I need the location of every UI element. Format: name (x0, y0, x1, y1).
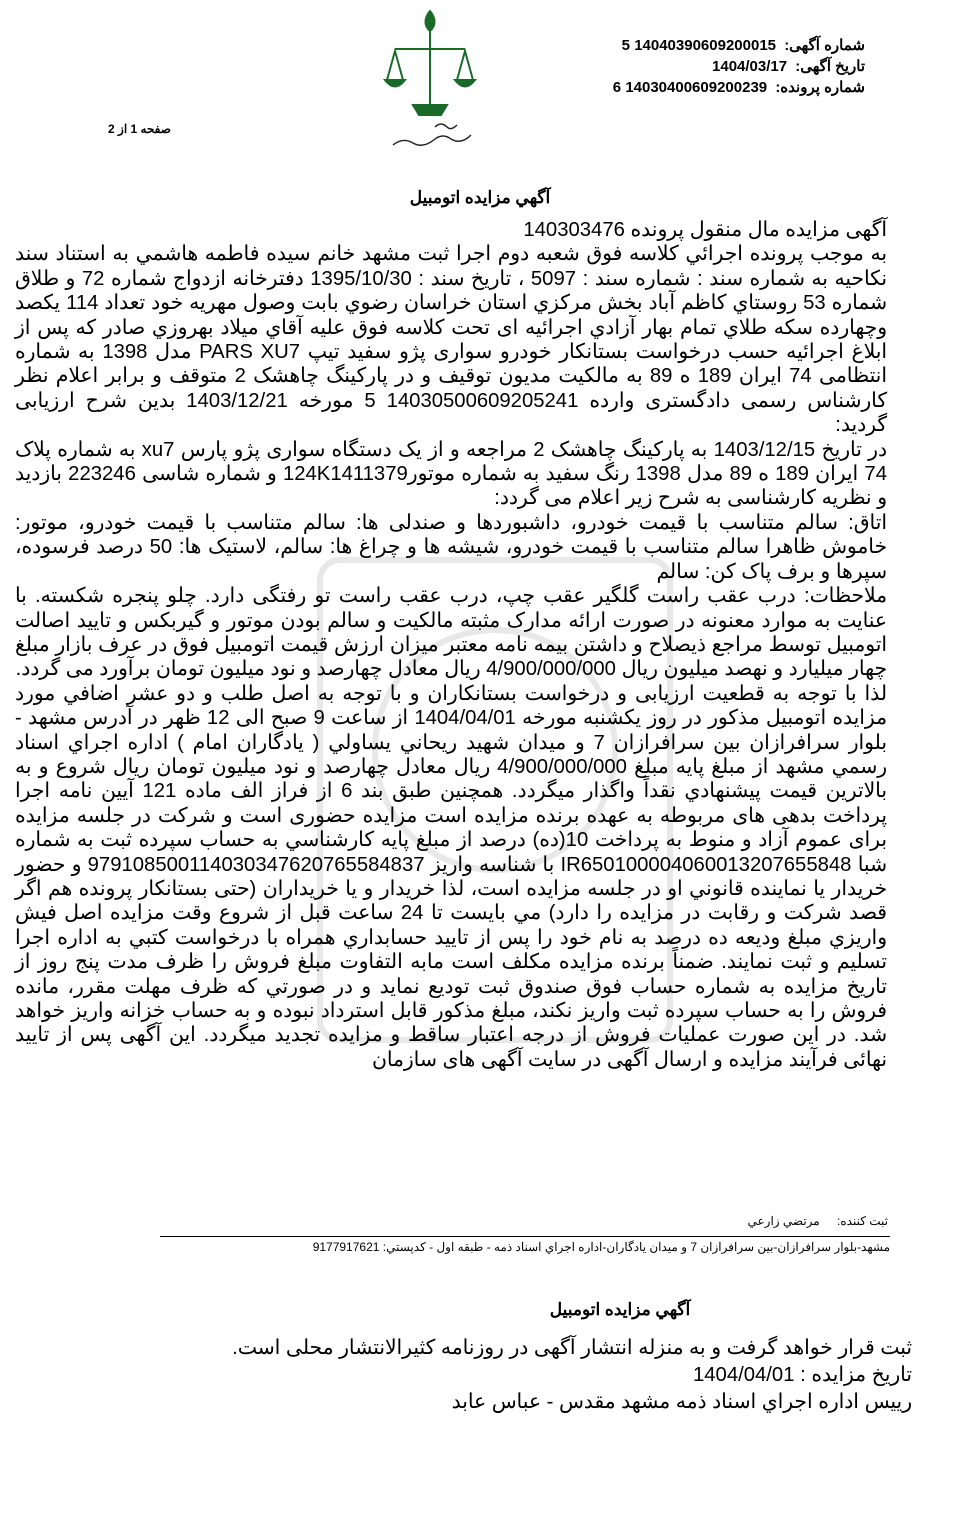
footer-line: رييس اداره اجراي اسناد ذمه مشهد مقدس - عباس عابد (451, 1391, 912, 1413)
file-number-row (613, 77, 865, 98)
header-meta (613, 35, 865, 98)
footer-line: ثبت قرار خواهد گرفت و به منزله انتشار آگهی در روزنامه کثیرالانتشار محلی است. (232, 1337, 912, 1359)
footer-line: تاریخ مزایده : 1404/04/01 (692, 1364, 912, 1386)
ad-number: 14040390609200015 5 (621, 37, 777, 54)
body-paragraph: اتاق: سالم متناسب با قیمت خودرو، داشبوردها و صندلی ها: سالم متناسب با قیمت خودرو، موتور: خاموش ظاهرا سالم متناسب با قیمت خودرو، شیشه ها و چراغ ها: سالم، لاستیک ها: 50 درصد فرسوده، سپرها و برف پاک کن: سالم (15, 511, 887, 583)
announcement-body (15, 218, 887, 1072)
footer-text (80, 1335, 912, 1416)
body-paragraph: در تاریخ 1403/12/15 به پارکینگ چاهشک 2 مراجعه و از یک دستگاه سواری پژو پارس xu7 به شماره پلاک 74 ایران 189 ه 89 مدل 1398 رنگ سفید به شماره موتور124K1411379 و شماره شاسی 223246 بازدید و نظریه کارشناسی به شرح زیر اعلام می گردد: (15, 438, 887, 510)
ad-number-label: شماره آگهی: (784, 37, 865, 54)
page-number: صفحه 1 از 2 (108, 122, 171, 136)
file-number-label: شماره پرونده: (775, 79, 865, 96)
footer-title: آگهي مزايده اتومبيل (549, 1300, 691, 1319)
body-paragraph: آگهی مزایده مال منقول پرونده 140303476 (523, 219, 887, 241)
recorder-label: ثبت كننده: (837, 1214, 888, 1228)
ad-number-row (613, 35, 865, 56)
judiciary-emblem-logo (375, 5, 485, 155)
ad-date: 1404/03/17 (712, 58, 788, 75)
body-paragraph: به موجب پرونده اجرائي كلاسه فوق شعبه دوم اجرا ثبت مشهد خانم سيده فاطمه هاشمي به استناد سند نكاحيه به شماره سند : شماره سند : 5097 ، تاریخ سند : 1395/10/30 دفترخانه ازدواج شماره 72 و طلاق شماره 53 روستاي كاظم آباد بخش مركزي استان خراسان رضوي بابت وصول مهريه خود تعداد 114 يكصد وچهارده سكه طلاي تمام بهار آزادي اجرائيه ای تحت كلاسه فوق عليه آقاي ميلاد بهروزي صادر كه پس از ابلاغ اجرائیه حسب درخواست بستانكار خودرو سواری پژو سفيد تيپ PARS XU7 مدل 1398 به شماره انتظامی 74 ایران 189 ه 89 به مالکیت مدیون توقیف و در پارکینگ چاهشک 2 متوقف و برابر اعلام نظر كارشناس رسمی دادگستری وارده 14030500609205241 5 مورخه 1403/12/21 بدين شرح ارزيابی گرديد: (15, 243, 888, 437)
recorder-line (747, 1214, 888, 1228)
body-paragraph: لذا با توجه به قطعيت ارزيابی و درخواست بستانكاران و با توجه به اصل طلب و دو عشر اضافي مورد مزايده اتومبيل مذكور در روز يكشنبه مورخه 1404/04/01 از ساعت 9 صبح الی 12 ظهر در آدرس مشهد - بلوار سرافرازان بين سرافرازان 7 و ميدان شهيد ريحاني يساولي ( يادگاران امام ) اداره اجراي اسناد رسمي مشهد از مبلغ پايه مبلغ 4/900/000/000 ریال معادل چهارصد و نود میلیون تومان ريال شروع و به بالاترين قيمت پيشنهادي نقداً واگذار ميگردد. همچنین طبق بند 6 از فراز الف ماده 121 آیین نامه اجرا پرداخت بدهی های مربوطه به عهده برنده مزایده است مزایده حضوری است و شرکت در جلسه مزایده برای عموم آزاد و منوط به پرداخت 10(ده) درصد از مبلغ پایه کارشناسي به حساب سپرده ثبت به شماره شبا IR650100004060013207655848 با شناسه واريز 979108500114030347620765584837 و حضور خريدار يا نماينده قانوني او در جلسه مزايده است، لذا خریدار و یا خریداران (حتی بستانکار پرونده هم اگر قصد شرکت و رقابت در مزایده را دارد) مي بایست تا 24 ساعت قبل از شروع وقت مزايده اصل فيش واريزي مبلغ وديعه ده درصد به نام خود را پس از تاييد حسابداري همراه با درخواست كتبي به اداره اجرا تسليم و ثبت نمايند. ضمناً برنده مزايده مكلف است مابه التفاوت مبلغ فروش را ظرف مدت پنج روز از تاريخ مزايده به شماره حساب فوق صندوق ثبت توديع نمايد و در صورتي كه ظرف مهلت مقرر، مانده فروش را به حساب سپرده ثبت واريز نكند، مبلغ مذكور قابل استرداد نبوده و به حساب خزانه واريز خواهد شد. در اين صورت عمليات فروش از درجه اعتبار ساقط و مزايده تجديد ميگردد. این آگهی پس از تایید نهائی فرآیند مزایده و ارسال آگهی در سایت آگهی های سازمان (15, 682, 887, 1071)
file-number: 14030400609200239 6 (612, 79, 768, 96)
office-address: مشهد-بلوار سرافرازان-بين سرافرازان 7 و ميدان يادگاران-اداره اجراي اسناد ذمه - طبقه اول - كدپستي: 9177917621 (160, 1236, 890, 1254)
body-paragraph: ملاحظات: درب عقب راست گلگیر عقب چپ، درب عقب راست تو رفتگی دارد. چلو پنجره شکسته. با عنایت به موارد معنونه در صورت ارائه مدارک مثبته مالکیت و سالم بودن موتور و گیربکس و تایید اصالت اتومبیل توسط مراجع ذیصلاح و داشتن بیمه نامه معتبر میزان ارزش قیمت اتومبیل فوق در عرف بازار مبلغ چهار میلیارد و نهصد میلیون ریال 4/900/000/000 ریال معادل چهارصد و نود میلیون تومان برآورد می گردد. (15, 585, 887, 681)
recorder-name: مرتضي زارعي (747, 1214, 820, 1228)
ad-date-row (613, 56, 865, 77)
page-title: آگهي مزايده اتومبيل (409, 188, 551, 207)
ad-date-label: تاریخ آگهی: (795, 58, 865, 75)
